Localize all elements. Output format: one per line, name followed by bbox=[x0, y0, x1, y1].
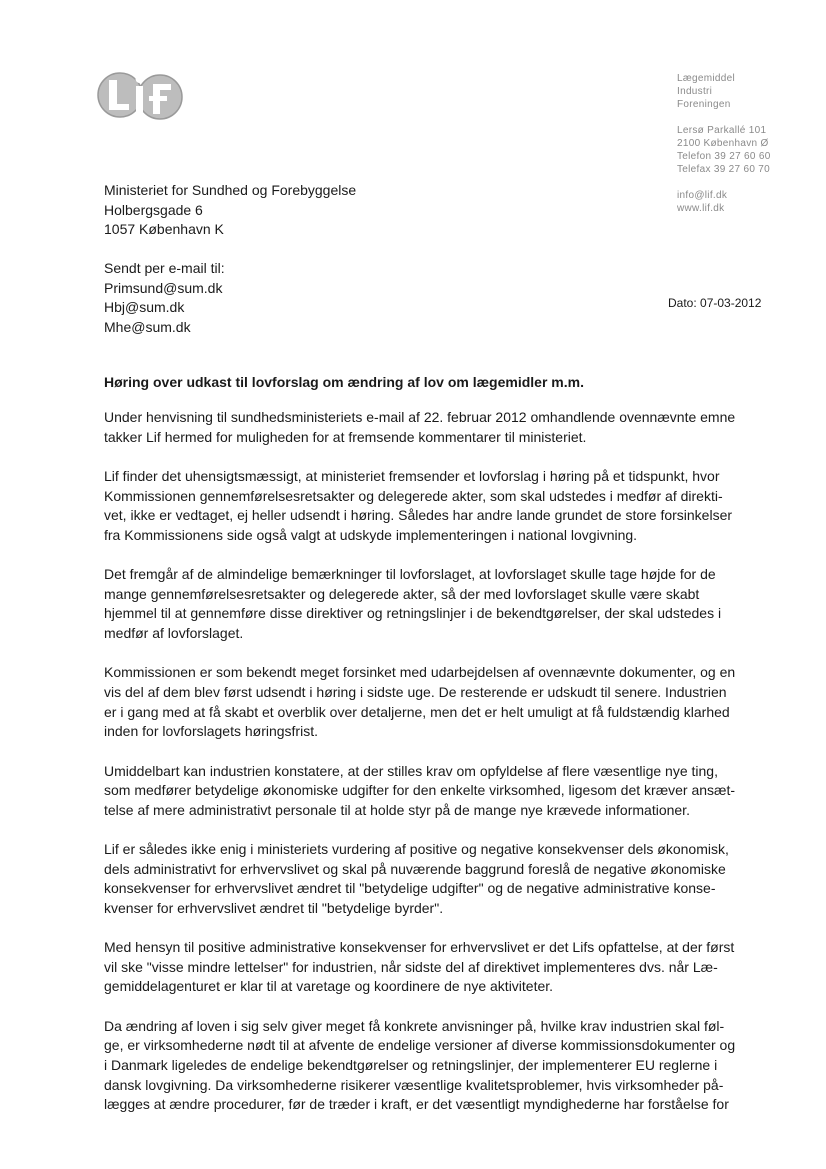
paragraph-line: Da ændring af loven i sig selv giver meget få konkrete anvisninger på, hvilke krav industrien skal føl- bbox=[104, 1017, 725, 1034]
paragraph-line: er i gang med at få skabt et overblik over detaljerne, men det er helt umuligt at få fuldstændig klarhed bbox=[104, 703, 730, 720]
paragraph-line: takker Lif hermed for muligheden for at fremsende kommentarer til ministeriet. bbox=[104, 428, 587, 445]
recipient-address bbox=[104, 181, 356, 240]
paragraph-line: Kommissionen er som bekendt meget forsinket med udarbejdelsen af ovennævnte dokumenter, og en bbox=[104, 664, 736, 681]
paragraph-line: gemiddelagenturet er klar til at varetage og koordinere de nye aktiviteter. bbox=[104, 978, 554, 995]
paragraph-line: i Danmark ligeledes de endelige bekendtgørelser og retningslinjer, der implementerer EU reglerne i bbox=[104, 1057, 718, 1074]
letter-date: Dato: 07-03-2012 bbox=[668, 296, 762, 310]
paragraph-line: ge, er virksomhederne nødt til at afvente de endelige versioner af diverse kommissionsdokumenter og bbox=[104, 1037, 736, 1054]
paragraph-line: fra Kommissionens side også valgt at udskyde implementeringen i national lovgivning. bbox=[104, 526, 638, 543]
letter-body bbox=[104, 408, 736, 1135]
body-paragraph bbox=[104, 762, 736, 821]
paragraph-line: Umiddelbart kan industrien konstatere, at der stilles krav om opfyldelse af flere væsentlige nye ting, bbox=[104, 762, 718, 779]
lif-logo bbox=[92, 66, 188, 122]
paragraph-line: hjemmel til at gennemføre disse direktiver og retningslinjer i de bekendtgørelser, der skal udstedes i bbox=[104, 605, 722, 622]
paragraph-line: medfør af lovforslaget. bbox=[104, 624, 244, 641]
company-name-line: Lægemiddel bbox=[677, 73, 736, 84]
paragraph-line: Med hensyn til positive administrative konsekvenser for erhvervslivet er det Lifs opfattelse, at der først bbox=[104, 939, 735, 956]
paragraph-line: vet, ikke er vedtaget, ej heller udsendt i høring. Således har andre lande grundet de store forsinkelser bbox=[104, 507, 733, 524]
recipient-line: 1057 København K bbox=[104, 221, 224, 237]
company-fax: Telefax 39 27 60 70 bbox=[677, 164, 770, 175]
paragraph-line: inden for lovforslagets høringsfrist. bbox=[104, 723, 318, 740]
company-info bbox=[677, 72, 771, 215]
company-name-line: Foreningen bbox=[677, 99, 731, 110]
sent-label: Sendt per e-mail til: bbox=[104, 260, 225, 276]
body-paragraph bbox=[104, 663, 736, 741]
body-paragraph bbox=[104, 938, 735, 997]
email-address: Hbj@sum.dk bbox=[104, 299, 185, 315]
paragraph-line: dels administrativt for erhvervslivet og skal på nuværende baggrund foreslå de negative økonomiske bbox=[104, 860, 726, 877]
paragraph-line: Kommissionen gennemførelsesretsakter og delegerede akter, som skal udstedes i medfør af direkti- bbox=[104, 487, 723, 504]
recipient-line: Holbergsgade 6 bbox=[104, 201, 203, 218]
letter-subject: Høring over udkast til lovforslag om ændring af lov om lægemidler m.m. bbox=[104, 374, 584, 390]
paragraph-line: vis del af dem blev først udsendt i høring i sidste uge. De resterende er udskudt til senere. Industrien bbox=[104, 683, 727, 700]
paragraph-line: som medfører betydelige økonomiske udgifter for den enkelte virksomhed, ligesom det kræver ansæt- bbox=[104, 782, 736, 799]
body-paragraph bbox=[104, 1017, 736, 1115]
paragraph-line: kvenser for erhvervslivet ændret til "betydelige byrder". bbox=[104, 899, 444, 916]
company-phone: Telefon 39 27 60 60 bbox=[677, 151, 771, 162]
company-address-line: Lersø Parkallé 101 bbox=[677, 125, 767, 136]
company-address-line: 2100 København Ø bbox=[677, 138, 769, 149]
paragraph-line: telse af mere administrativt personale til at holde styr på de mange nye krævede informationer. bbox=[104, 801, 690, 818]
company-website: www.lif.dk bbox=[677, 203, 725, 214]
paragraph-line: dansk lovgivning. Da virksomhederne risikerer væsentlige kvalitetsproblemer, hvis virksomheder på- bbox=[104, 1076, 724, 1093]
paragraph-line: Lif finder det uhensigtsmæssigt, at ministeriet fremsender et lovforslag i høring på et tidspunkt, hvor bbox=[104, 467, 720, 484]
paragraph-line: Under henvisning til sundhedsministeriets e-mail af 22. februar 2012 omhandlende ovennævnte emne bbox=[104, 409, 736, 425]
body-paragraph bbox=[104, 408, 736, 447]
paragraph-line: Lif er således ikke enig i ministeriets vurdering af positive og negative konsekvenser dels økonomisk, bbox=[104, 841, 729, 858]
email-address: Mhe@sum.dk bbox=[104, 318, 191, 335]
paragraph-line: lægges at ændre procedurer, før de træder i kraft, er det væsentligt myndighederne har forståelse for bbox=[104, 1096, 729, 1113]
body-paragraph bbox=[104, 840, 728, 918]
recipient-line: Ministeriet for Sundhed og Forebyggelse bbox=[104, 182, 357, 198]
paragraph-line: Det fremgår af de almindelige bemærkninger til lovforslaget, at lovforslaget skulle tage højde for de bbox=[104, 566, 716, 583]
paragraph-line: vil ske "visse mindre lettelser" for industrien, når sidste del af direktivet implementeres dvs. når Læ- bbox=[104, 958, 718, 975]
company-email: info@lif.dk bbox=[677, 190, 728, 201]
paragraph-line: konsekvenser for erhvervslivet ændret til "betydelige udgifter" og de negative administrative konse- bbox=[104, 880, 716, 897]
body-paragraph bbox=[104, 467, 733, 545]
sent-to-block bbox=[104, 259, 225, 337]
body-paragraph bbox=[104, 565, 728, 643]
email-address: Primsund@sum.dk bbox=[104, 279, 223, 296]
company-name-line: Industri bbox=[677, 86, 713, 97]
paragraph-line: mange gennemførelsesretsakter og delegerede akter, så der med lovforslaget skulle være skabt bbox=[104, 585, 700, 602]
